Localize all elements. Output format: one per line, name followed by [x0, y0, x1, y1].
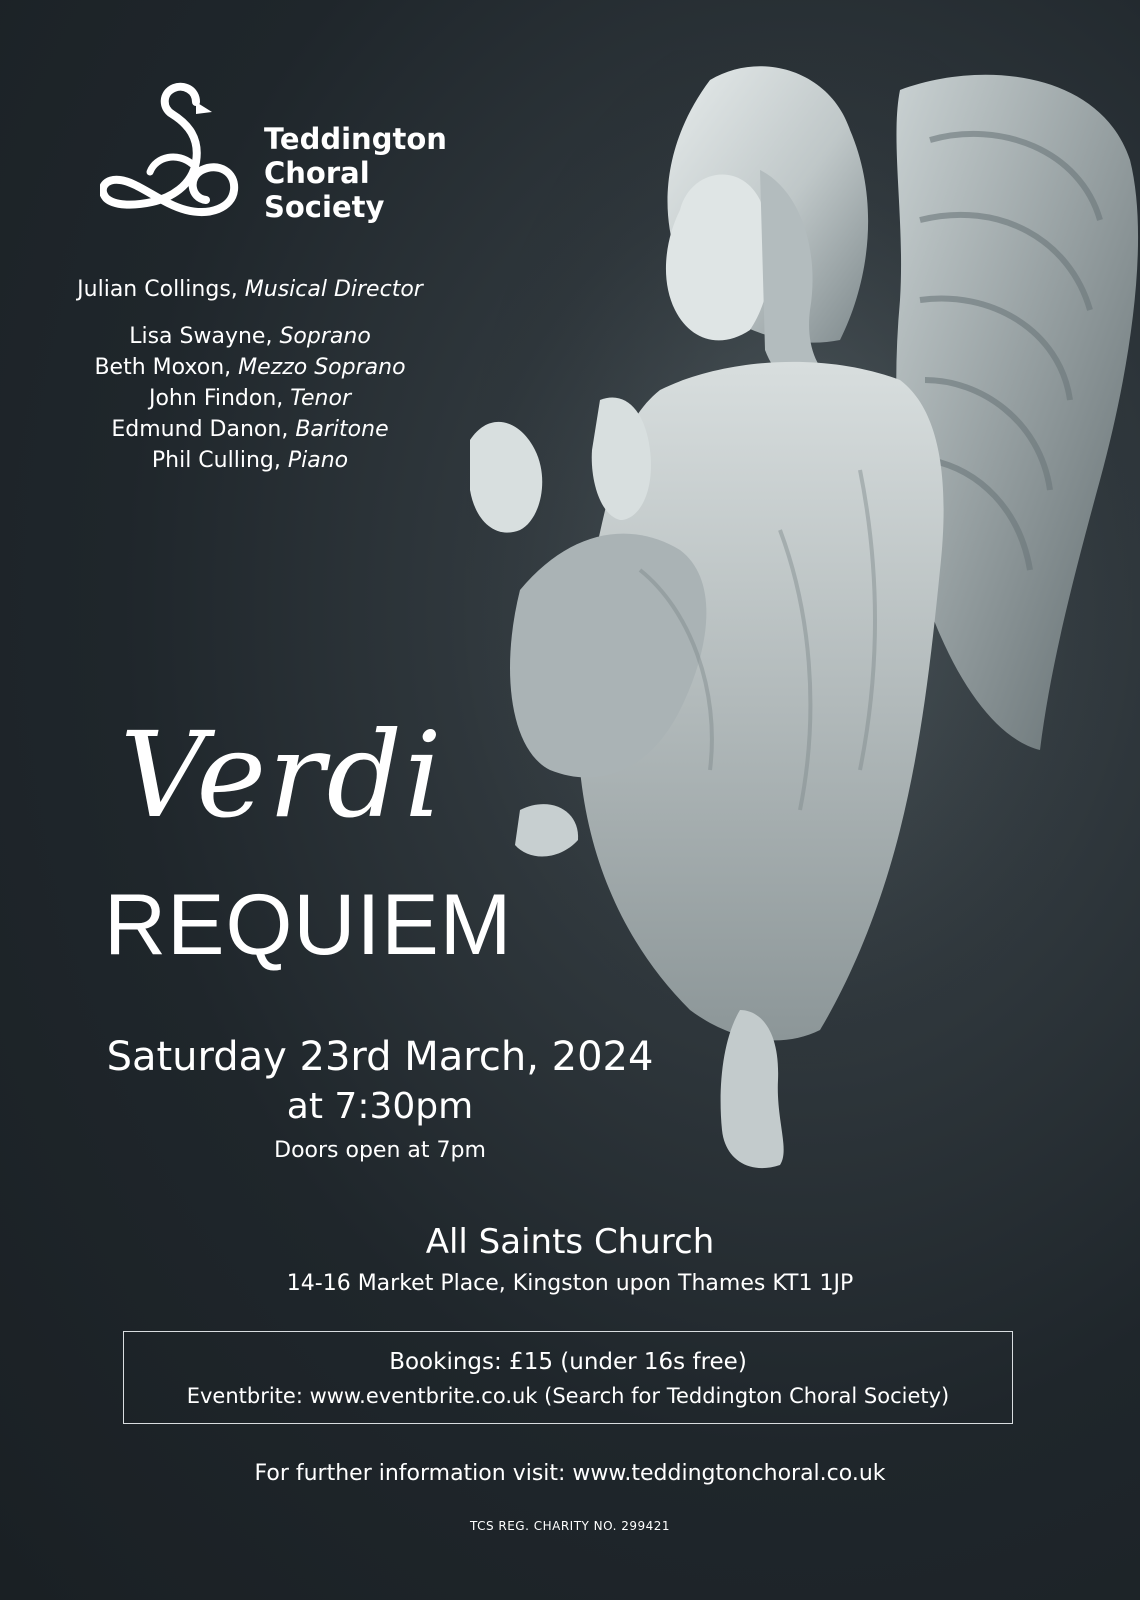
venue-address: 14-16 Market Place, Kingston upon Thames KT1 1JP — [286, 1271, 854, 1296]
soloist-row: Beth Moxon, Mezzo Soprano — [94, 355, 406, 380]
charity-number: TCS REG. CHARITY NO. 299421 — [469, 1519, 671, 1533]
society-name: Teddington Choral Society — [264, 122, 447, 224]
soloists-list — [60, 321, 440, 476]
venue-name: All Saints Church — [425, 1222, 715, 1262]
soloist-row: John Findon, Tenor — [148, 386, 352, 411]
eventbrite-info[interactable]: Eventbrite: www.eventbrite.co.uk (Search for Teddington Choral Society) — [186, 1384, 950, 1408]
soloist-row: Lisa Swayne, Soprano — [129, 324, 371, 349]
society-logo — [100, 82, 460, 232]
musical-director-credit: Julian Collings, Musical Director — [77, 277, 423, 302]
angel-statue-image — [460, 50, 1140, 1200]
soloist-row: Phil Culling, Piano — [151, 448, 349, 473]
booking-price: Bookings: £15 (under 16s free) — [389, 1349, 747, 1375]
further-info-link[interactable]: For further information visit: www.teddingtonchoral.co.uk — [254, 1461, 886, 1486]
composer-title: Verdi — [120, 706, 444, 844]
swan-icon — [100, 82, 240, 227]
soloist-row: Edmund Danon, Baritone — [111, 417, 389, 442]
doors-open: Doors open at 7pm — [274, 1138, 486, 1163]
work-title: REQUIEM — [104, 877, 513, 973]
event-time: at 7:30pm — [286, 1086, 474, 1127]
bookings-box — [123, 1331, 1013, 1424]
event-date: Saturday 23rd March, 2024 — [106, 1034, 654, 1080]
